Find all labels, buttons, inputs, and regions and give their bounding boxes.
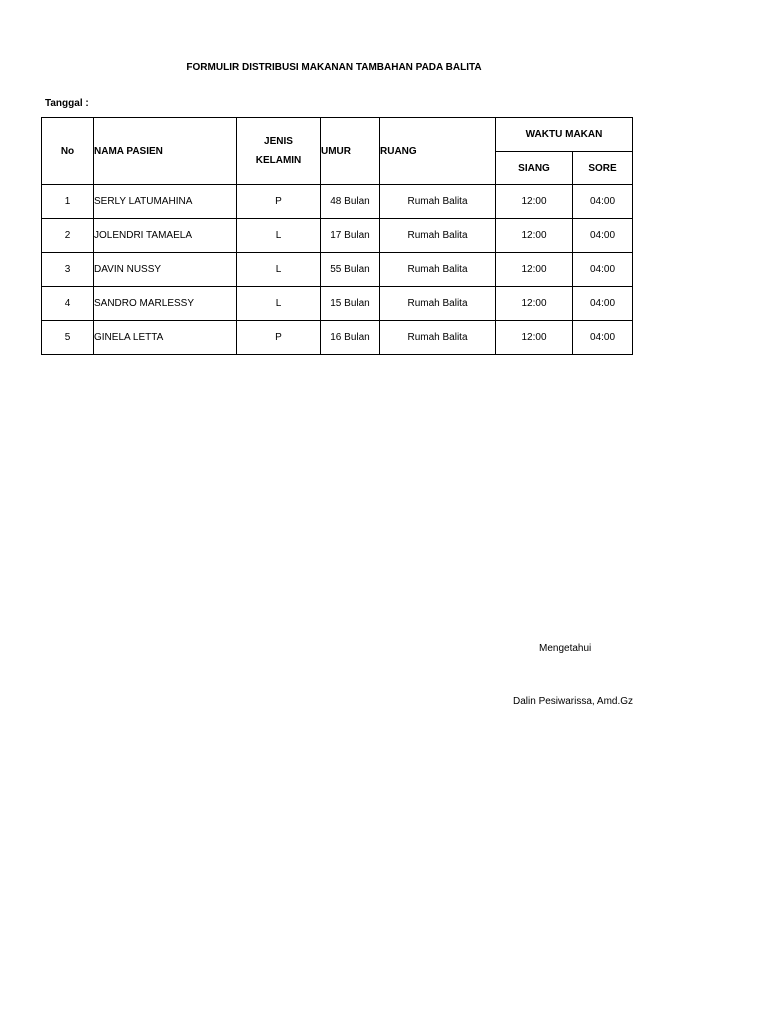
header-umur: UMUR <box>321 118 380 185</box>
cell-jenis-kelamin: L <box>237 253 321 287</box>
cell-siang: 12:00 <box>496 185 573 219</box>
cell-no: 1 <box>42 185 94 219</box>
header-sore: SORE <box>573 152 633 185</box>
cell-umur: 55 Bulan <box>321 253 380 287</box>
header-jenis-line2: KELAMIN <box>255 155 302 166</box>
cell-umur: 48 Bulan <box>321 185 380 219</box>
cell-jenis-kelamin: P <box>237 321 321 355</box>
header-siang: SIANG <box>496 152 573 185</box>
cell-siang: 12:00 <box>496 219 573 253</box>
cell-umur: 15 Bulan <box>321 287 380 321</box>
table-row <box>42 287 633 321</box>
cell-nama: DAVIN NUSSY <box>94 253 237 287</box>
cell-siang: 12:00 <box>496 253 573 287</box>
cell-nama: GINELA LETTA <box>94 321 237 355</box>
cell-jenis-kelamin: L <box>237 219 321 253</box>
table-row <box>42 219 633 253</box>
form-title: FORMULIR DISTRIBUSI MAKANAN TAMBAHAN PADA BALITA <box>186 62 482 73</box>
cell-umur: 17 Bulan <box>321 219 380 253</box>
cell-nama: SERLY LATUMAHINA <box>94 185 237 219</box>
cell-sore: 04:00 <box>573 287 633 321</box>
header-no: No <box>42 118 94 185</box>
cell-no: 2 <box>42 219 94 253</box>
table-row <box>42 321 633 355</box>
cell-siang: 12:00 <box>496 321 573 355</box>
table-row <box>42 253 633 287</box>
cell-ruang: Rumah Balita <box>380 253 496 287</box>
cell-ruang: Rumah Balita <box>380 321 496 355</box>
cell-jenis-kelamin: P <box>237 185 321 219</box>
cell-ruang: Rumah Balita <box>380 219 496 253</box>
header-jenis-kelamin <box>237 118 321 185</box>
distribution-table <box>41 117 633 355</box>
cell-nama: SANDRO MARLESSY <box>94 287 237 321</box>
cell-sore: 04:00 <box>573 185 633 219</box>
cell-siang: 12:00 <box>496 287 573 321</box>
cell-no: 5 <box>42 321 94 355</box>
cell-sore: 04:00 <box>573 219 633 253</box>
signer-name: Dalin Pesiwarissa, Amd.Gz <box>513 696 634 707</box>
header-jenis-line1: JENIS <box>264 136 293 147</box>
header-nama-pasien: NAMA PASIEN <box>94 118 237 185</box>
cell-no: 3 <box>42 253 94 287</box>
table-row <box>42 185 633 219</box>
cell-sore: 04:00 <box>573 253 633 287</box>
cell-umur: 16 Bulan <box>321 321 380 355</box>
date-label: Tanggal : <box>45 98 89 109</box>
cell-nama: JOLENDRI TAMAELA <box>94 219 237 253</box>
cell-ruang: Rumah Balita <box>380 185 496 219</box>
cell-ruang: Rumah Balita <box>380 287 496 321</box>
cell-jenis-kelamin: L <box>237 287 321 321</box>
table-header-row <box>42 118 633 152</box>
cell-sore: 04:00 <box>573 321 633 355</box>
cell-no: 4 <box>42 287 94 321</box>
header-waktu-makan: WAKTU MAKAN <box>496 118 633 152</box>
acknowledgement-label: Mengetahui <box>539 643 592 654</box>
header-ruang: RUANG <box>380 118 496 185</box>
